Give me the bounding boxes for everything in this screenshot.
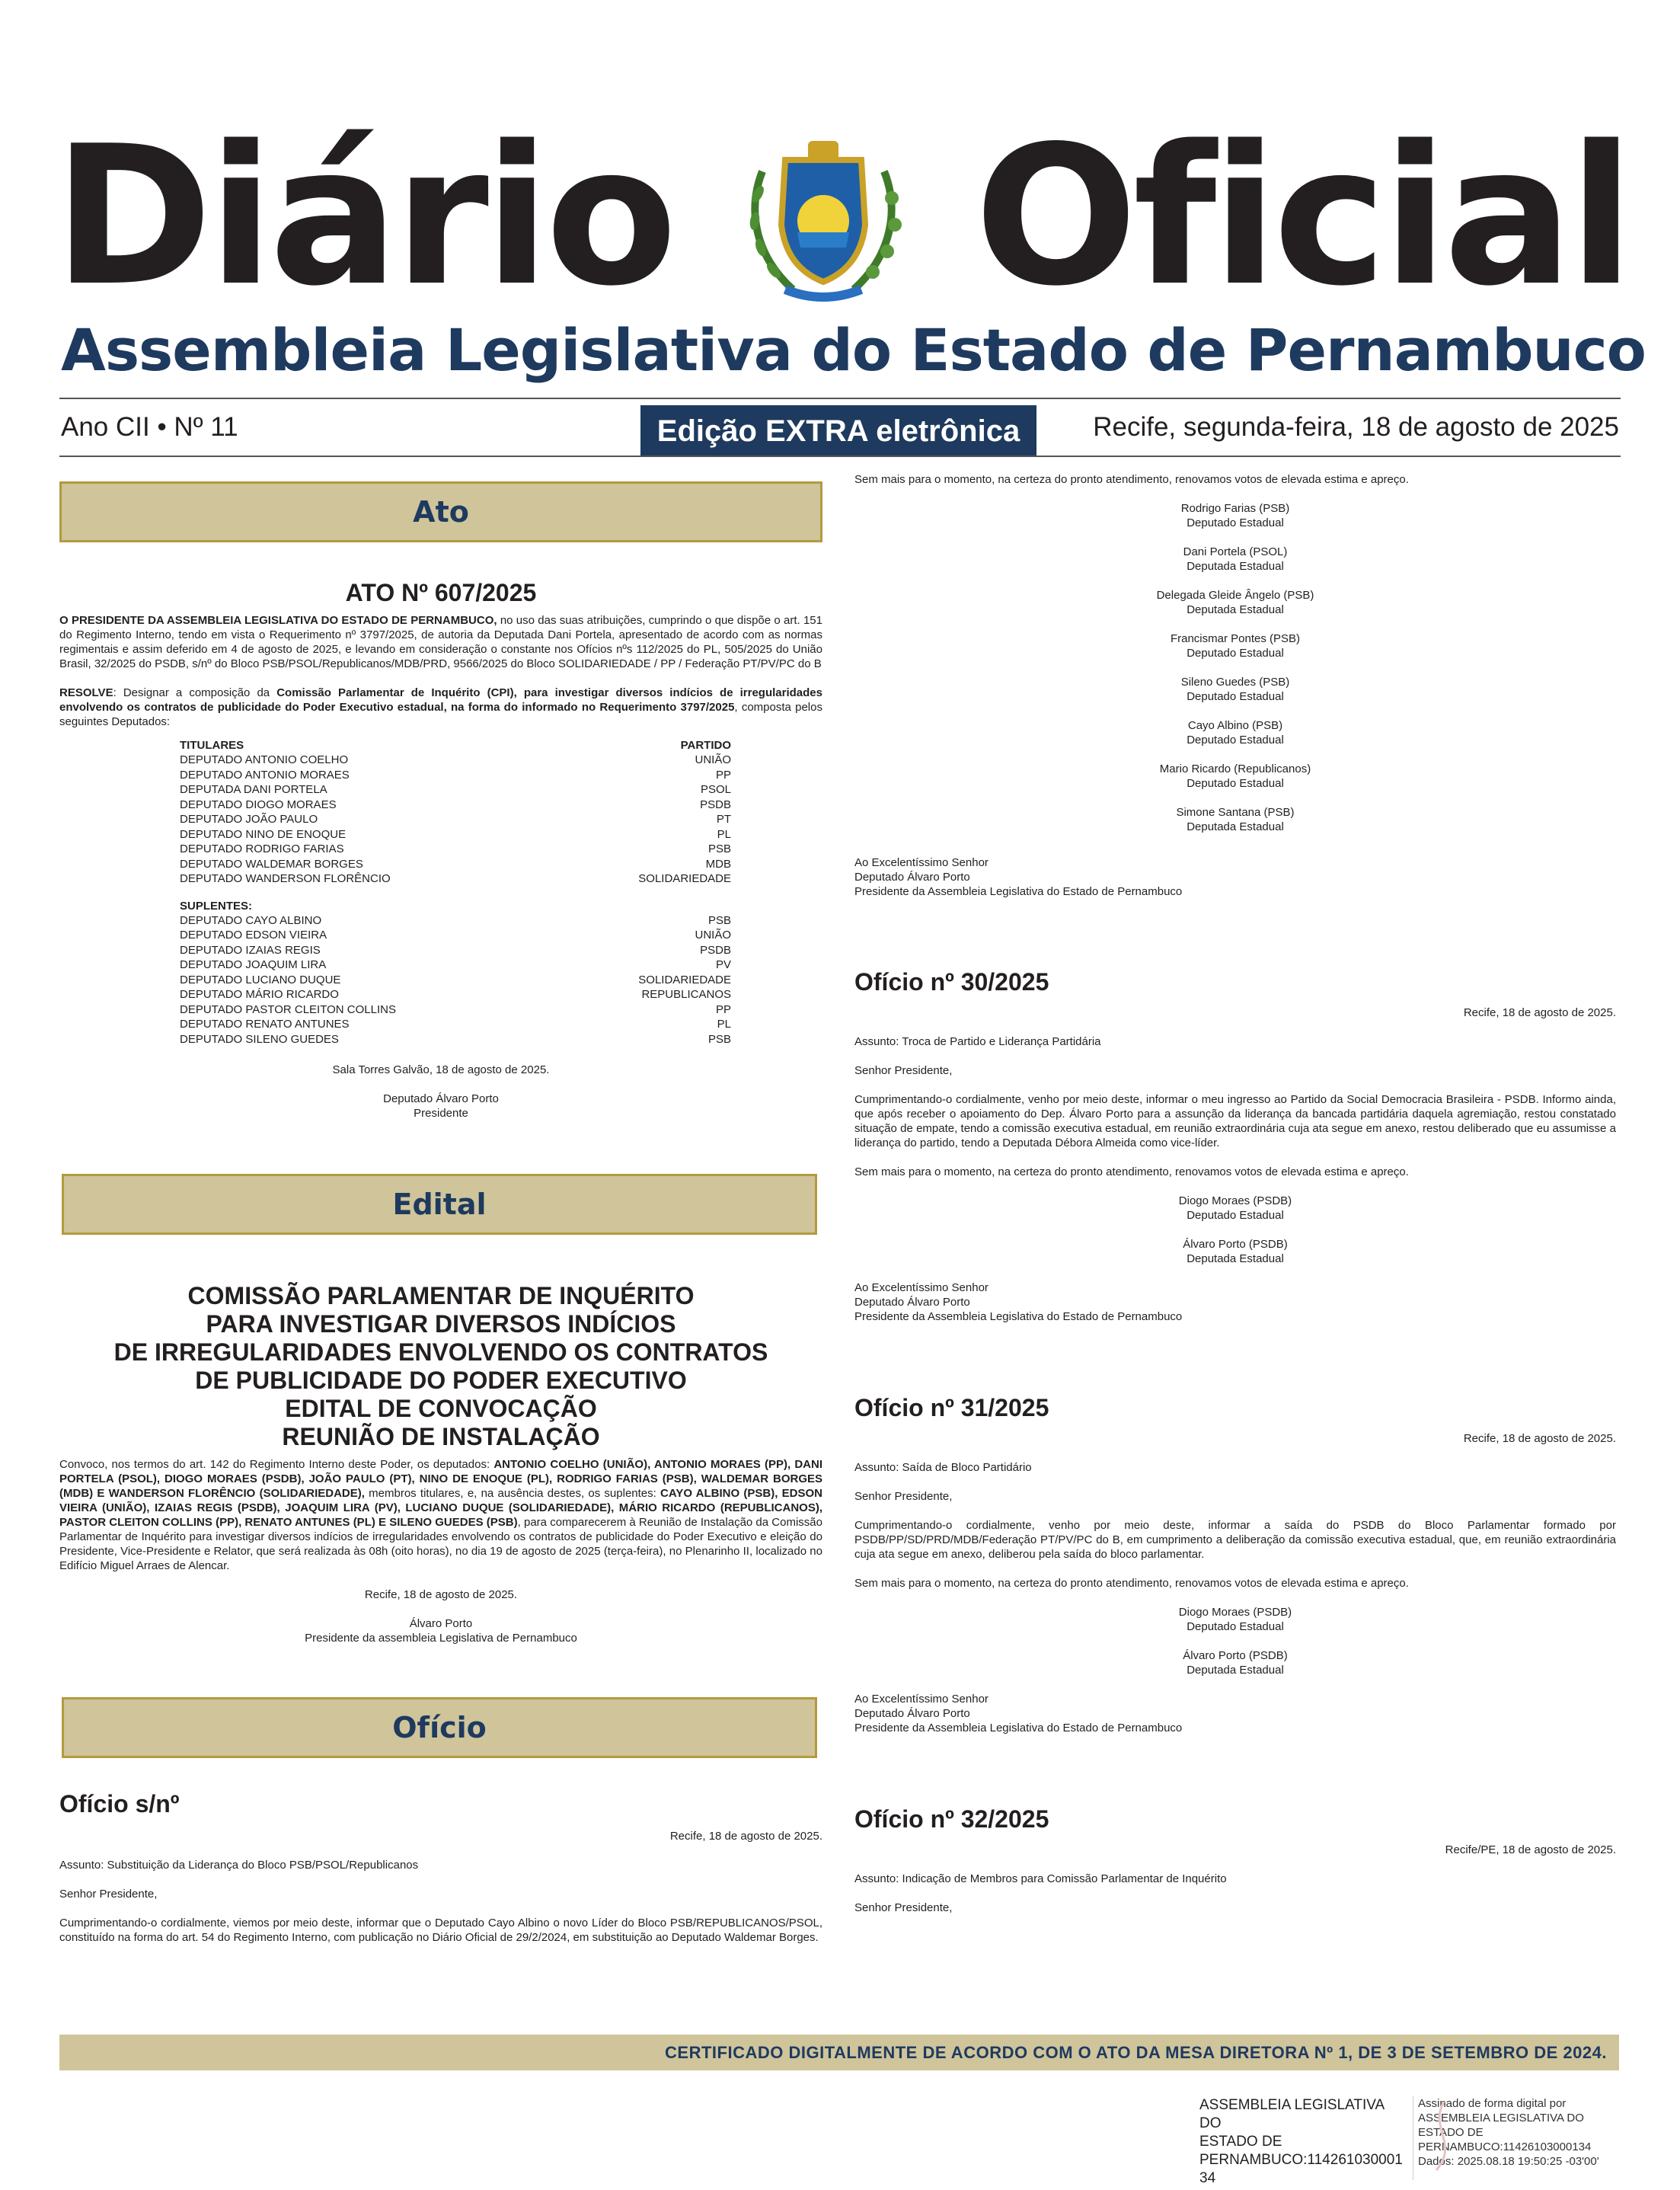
deputy-name: DEPUTADO ANTONIO MORAES [180,768,350,782]
edital-title-line: REUNIÃO DE INSTALAÇÃO [282,1423,600,1450]
act-resolve-label: RESOLVE [59,686,113,699]
oficio-30-title: Ofício nº 30/2025 [854,968,1049,996]
addressee-line: Presidente da Assembleia Legislativa do Estado de Pernambuco [854,1310,1183,1323]
edital-body-text-2: membros titulares, e, na ausência destes, os suplentes: [364,1487,661,1500]
signature-mark-icon [1421,2098,1467,2174]
deputy-row [180,782,731,798]
signature-entry [854,545,1616,574]
certificate-bar: CERTIFICADO DIGITALMENTE DE ACORDO COM O ATO DA MESA DIRETORA Nº 1, DE 3 DE SETEMBRO DE 2024. [59,2035,1619,2070]
signature-detail-line: ESTADO DE [1418,2126,1484,2139]
signature-detail-line: PERNAMBUCO:11426103000134 [1418,2140,1592,2153]
signature-role: Deputada Estadual [1187,1664,1284,1677]
deputy-party: PSB [707,842,731,855]
suplentes-label: SUPLENTES: [180,899,253,913]
deputy-party: PL [717,1018,731,1031]
signature-name: Mario Ricardo (Republicanos) [1159,763,1311,775]
deputy-name: DEPUTADO JOÃO PAULO [180,813,318,826]
addressee-line: Ao Excelentíssimo Senhor [854,1281,989,1294]
deputy-name: DEPUTADO SILENO GUEDES [180,1032,339,1046]
signature-role: Deputado Estadual [1187,734,1284,747]
signature-detail-line: Dados: 2025.08.18 19:50:25 -03'00' [1418,2155,1599,2168]
addressee-block [854,855,1616,899]
signature-entry [854,805,1616,834]
deputy-name: DEPUTADO CAYO ALBINO [180,913,322,927]
act-preamble-bold: O PRESIDENTE DA ASSEMBLEIA LEGISLATIVA DO ESTADO DE PERNAMBUCO, [59,614,497,627]
coat-of-arms-logo [732,126,915,309]
deputy-row [180,812,731,827]
addressee-line: Deputado Álvaro Porto [854,1707,970,1720]
deputy-party: PSDB [700,798,731,811]
act-resolve-text-1: : Designar a composição da [113,686,277,699]
deputy-name: DEPUTADO DIOGO MORAES [180,798,337,811]
deputy-party: SOLIDARIEDADE [638,973,731,986]
issue-number: Ano CII • Nº 11 [61,412,238,442]
signature-entry [854,718,1616,747]
signature-role: Deputado Estadual [1187,647,1284,660]
oficio-31-subject: Assunto: Saída de Bloco Partidário [854,1461,1032,1474]
deputy-row [180,798,731,813]
deputy-party: UNIÃO [695,753,731,766]
deputy-row [180,943,731,958]
deputy-party: PT [716,813,731,826]
oficio-31-closing: Sem mais para o momento, na certeza do pronto atendimento, renovamos votos de elevada estima e apreço. [854,1577,1409,1590]
deputy-row [180,958,731,973]
addressee-line: Deputado Álvaro Porto [854,1296,970,1309]
section-banner-ato: Ato [59,481,822,542]
deputy-party: PSB [707,1032,731,1046]
signature-role: Deputada Estadual [1187,603,1284,616]
edital-suplentes: CAYO ALBINO (PSB), EDSON VIEIRA (UNIÃO), IZAIAS REGIS (PSDB), JOAQUIM LIRA (PV), LUCIANO DUQUE (SOLIDARIEDADE), MÁRIO RICARDO (REPUBLICANOS), PASTOR CLEITON COLLINS (PP), RENATO ANTUNES (PL) E SILENO GUEDES (PSB) [59,1487,822,1529]
signature-entry [854,501,1616,530]
signature-entry [854,675,1616,704]
right-column [854,472,1616,1915]
oficio-31-signatures [854,1605,1616,1677]
signer-line: ASSEMBLEIA LEGISLATIVA DO [1199,2097,1385,2131]
deputy-row [180,1032,731,1047]
deputy-party: SOLIDARIEDADE [638,872,731,885]
signature-name: Simone Santana (PSB) [1176,806,1295,819]
deputy-party: MDB [705,857,731,871]
signature-name: Álvaro Porto (PSDB) [1183,1649,1288,1662]
oficio-30-closing: Sem mais para o momento, na certeza do pronto atendimento, renovamos votos de elevada estima e apreço. [854,1165,1409,1178]
oficio-30-date: Recife, 18 de agosto de 2025. [1463,1006,1616,1019]
edital-body [59,1457,822,1573]
deputy-party: UNIÃO [695,929,731,942]
deputy-row [180,913,731,929]
oficio-31-body: Cumprimentando-o cordialmente, venho por meio deste, informar a saída do PSDB do Bloco Parlamentar formado por PSDB/PP/SD/PRD/MDB/Federação PT/PV/PC do B, em cumprimento a deliberação da comissão executiva estadual, que, em reunião extraordinária cuja ata segue em anexo, deliberou pela saída do bloco parlamentar. [854,1519,1616,1561]
act-signer: Deputado Álvaro Porto [383,1092,499,1105]
signature-entry [854,631,1616,660]
addressee-line: Presidente da Assembleia Legislativa do Estado de Pernambuco [854,1722,1183,1734]
act-resolve [59,686,822,729]
deputy-party: PSDB [700,943,731,957]
oficio-31-addressee [854,1692,1616,1735]
oficio-30-greeting: Senhor Presidente, [854,1064,953,1077]
masthead-subtitle: Assembleia Legislativa do Estado de Pernambuco [61,316,1646,384]
oficio-32-subject: Assunto: Indicação de Membros para Comissão Parlamentar de Inquérito [854,1872,1227,1885]
addressee-line: Ao Excelentíssimo Senhor [854,856,989,869]
deputy-party: PL [717,827,731,841]
edital-titulares: ANTONIO COELHO (UNIÃO), ANTONIO MORAES (PP), DANI PORTELA (PSOL), DIOGO MORAES (PSDB), JOÃO PAULO (PT), NINO DE ENOQUE (PL), RODRIGO FARIAS (PSB), WALDEMAR BORGES (MDB) E WANDERSON FLORÊNCIO (SOLIDARIEDADE), [59,1458,823,1500]
deputies-list [180,738,731,1047]
oficio-sn-title: Ofício s/nº [59,1790,180,1818]
edital-title-line: COMISSÃO PARLAMENTAR DE INQUÉRITO [187,1282,695,1309]
signature-detail-line: ASSEMBLEIA LEGISLATIVA DO [1418,2112,1584,2124]
deputy-name: DEPUTADA DANI PORTELA [180,783,327,796]
deputy-row [180,827,731,842]
signature-name: Dani Portela (PSOL) [1183,545,1288,558]
deputy-name: DEPUTADO IZAIAS REGIS [180,943,321,957]
signature-list [854,501,1616,834]
issue-date: Recife, segunda-feira, 18 de agosto de 2025 [1093,412,1619,442]
deputy-row [180,753,731,768]
deputy-name: DEPUTADO PASTOR CLEITON COLLINS [180,1002,396,1016]
left-column [59,472,822,1945]
deputy-name: DEPUTADO WANDERSON FLORÊNCIO [180,872,391,885]
oficio-31-title: Ofício nº 31/2025 [854,1394,1049,1421]
oficio-30-subject: Assunto: Troca de Partido e Liderança Partidária [854,1035,1101,1048]
deputies-header [180,738,731,753]
deputy-party: PSB [707,913,731,927]
act-preamble-text: no uso das suas atribuições, cumprindo o que dispõe o art. 151 do Regimento Interno, tendo em vista o Requerimento nº 3797/2025, de autoria da Deputada Dani Portela, apresentado de acordo com as normas regimentais e assim deferido em 4 de agosto de 2025, e levando em consideração o constante nos Ofícios nºs 112/2025 do PL, 505/2025 do União Brasil, 32/2025 do PSDB, s/nº do Bloco PSB/PSOL/Republicanos/MDB/PRD, 9566/2025 do Bloco SOLIDARIEDADE / PP / Federação PT/PV/PC do B [59,614,822,670]
oficio-31-greeting: Senhor Presidente, [854,1490,953,1503]
oficio-sn-greeting: Senhor Presidente, [59,1888,158,1901]
oficio-32-title: Ofício nº 32/2025 [854,1805,1049,1833]
edital-body-text-3: , para comparecerem à Reunião de Instalação da Comissão Parlamentar de Inquérito para investigar diversos indícios de irregularidades envolvendo os contratos de publicidade do Poder Executivo e eleição do Presidente, Vice-Presidente e Relator, que será realizada às 08h (oito horas), no dia 19 de agosto de 2025 (terça-feira), no Plenarinho II, localizado no Edifício Miguel Arraes de Alencar. [59,1516,822,1572]
signature-name: Diogo Moraes (PSDB) [1178,1606,1292,1619]
deputy-name: DEPUTADO RENATO ANTUNES [180,1018,350,1031]
deputy-row [180,987,731,1002]
deputy-name: DEPUTADO NINO DE ENOQUE [180,827,347,841]
titulares-list [180,753,731,887]
deputy-row [180,768,731,783]
signature-name: Delegada Gleide Ângelo (PSB) [1156,589,1314,602]
suplentes-list [180,913,731,1047]
edital-title [59,1282,822,1451]
signer-line: 34 [1199,2170,1216,2186]
deputy-row [180,928,731,943]
signature-role: Deputada Estadual [1187,1252,1284,1265]
column-header-titulares: TITULARES [180,739,244,752]
edital-body-text-1: Convoco, nos termos do art. 142 do Regimento Interno deste Poder, os deputados: [59,1458,494,1471]
edital-title-line: DE IRREGULARIDADES ENVOLVENDO OS CONTRATOS [113,1338,768,1366]
column-header-partido: PARTIDO [680,739,731,752]
signer-line: PERNAMBUCO:114261030001 [1199,2152,1403,2168]
masthead-top-rule [59,398,1621,399]
oficio-sn-subject: Assunto: Substituição da Liderança do Bloco PSB/PSOL/Republicanos [59,1859,419,1872]
act-resolve-text-2: , composta pelos seguintes Deputados: [59,701,822,728]
signature-entry [854,762,1616,791]
signer-line: ESTADO DE [1199,2134,1282,2150]
oficio-32-greeting: Senhor Presidente, [854,1901,953,1914]
signature-name: Diogo Moraes (PSDB) [1178,1194,1292,1207]
addressee-line: Presidente da Assembleia Legislativa do Estado de Pernambuco [854,885,1183,898]
signature-detail-line: Assinado de forma digital por [1418,2097,1567,2110]
section-banner-edital: Edital [62,1174,817,1235]
closing-text: Sem mais para o momento, na certeza do pronto atendimento, renovamos votos de elevada estima e apreço. [854,473,1409,486]
oficio-30-addressee [854,1280,1616,1324]
deputy-party: PV [715,958,731,971]
act-signer-role: Presidente [414,1107,468,1120]
signature-role: Deputado Estadual [1187,1209,1284,1222]
oficio-sn-date: Recife, 18 de agosto de 2025. [669,1830,822,1843]
digital-signature-details [1413,2096,1618,2180]
deputy-row [180,973,731,988]
act-place-date: Sala Torres Galvão, 18 de agosto de 2025. [332,1063,550,1076]
edital-signer: Álvaro Porto [409,1617,473,1630]
deputy-party: PP [715,768,731,782]
signature-entry [854,588,1616,617]
deputy-name: DEPUTADO ANTONIO COELHO [180,753,349,766]
signature-role: Deputada Estadual [1187,560,1284,573]
addressee-line: Deputado Álvaro Porto [854,871,970,884]
signature-role: Deputado Estadual [1187,777,1284,790]
edital-title-line: EDITAL DE CONVOCAÇÃO [285,1395,597,1422]
section-banner-oficio: Ofício [62,1697,817,1758]
digital-signature-block [1199,2096,1626,2186]
oficio-32-date: Recife/PE, 18 de agosto de 2025. [1445,1843,1616,1856]
edital-place-date: Recife, 18 de agosto de 2025. [364,1588,518,1601]
signature-name: Cayo Albino (PSB) [1187,719,1283,732]
oficio-30-signatures [854,1194,1616,1266]
deputy-party: PP [715,1002,731,1016]
deputy-name: DEPUTADO MÁRIO RICARDO [180,988,339,1001]
deputy-name: DEPUTADO LUCIANO DUQUE [180,973,341,986]
deputy-name: DEPUTADO JOAQUIM LIRA [180,958,327,971]
signature-role: Deputado Estadual [1187,690,1284,703]
signature-role: Deputado Estadual [1187,1620,1284,1633]
masthead-bottom-rule [59,456,1621,457]
signature-name: Francismar Pontes (PSB) [1170,632,1301,645]
act-preamble [59,613,822,671]
masthead-title [53,105,1630,328]
oficio-30-body: Cumprimentando-o cordialmente, venho por meio deste, informar o meu ingresso ao Partido da Social Democracia Brasileira - PSDB. Informo ainda, que após receber o apoiamento do Dep. Álvaro Porto para a assunção da liderança da bancada partidária daquela agremiação, restou constatado situação de empate, tendo a comissão executiva estadual, em reunião extraordinária cuja ata segue em anexo, restou deliberado que eu assumisse a liderança do partido, tendo a Deputada Débora Almeida como vice-líder. [854,1093,1616,1149]
signature-name: Rodrigo Farias (PSB) [1180,502,1290,515]
deputy-row [180,857,731,872]
signature-role: Deputada Estadual [1187,820,1284,833]
deputy-row [180,1017,731,1032]
addressee-line: Ao Excelentíssimo Senhor [854,1693,989,1706]
oficio-31-date: Recife, 18 de agosto de 2025. [1463,1432,1616,1445]
deputy-row [180,1002,731,1018]
deputy-name: DEPUTADO RODRIGO FARIAS [180,842,344,855]
act-resolve-commission: Comissão Parlamentar de Inquérito (CPI), para investigar diversos indícios de irregularidades envolvendo os contratos de publicidade do Poder Executivo estadual, na forma do informado no Requerimento 3797/2025 [59,686,822,714]
deputy-party: PSOL [700,783,731,796]
deputy-name: DEPUTADO WALDEMAR BORGES [180,857,363,871]
masthead-word-diario: Diário [53,105,673,328]
deputy-row [180,842,731,857]
edital-signer-role: Presidente da assembleia Legislativa de Pernambuco [305,1632,577,1645]
masthead-word-oficial: Oficial [974,105,1630,328]
signature-name: Álvaro Porto (PSDB) [1183,1238,1288,1251]
signature-name: Sileno Guedes (PSB) [1180,676,1290,689]
edital-title-line: PARA INVESTIGAR DIVERSOS INDÍCIOS [206,1310,676,1338]
deputy-party: REPUBLICANOS [641,988,731,1001]
edital-title-line: DE PUBLICIDADE DO PODER EXECUTIVO [195,1367,687,1394]
edition-badge: Edição EXTRA eletrônica [640,405,1036,457]
signature-role: Deputado Estadual [1187,516,1284,529]
digital-signature-signer [1199,2096,1405,2186]
deputy-name: DEPUTADO EDSON VIEIRA [180,929,327,942]
oficio-sn-body: Cumprimentando-o cordialmente, viemos por meio deste, informar que o Deputado Cayo Albino o novo Líder do Bloco PSB/REPUBLICANOS/PSOL, constituído na forma do art. 54 do Regimento Interno, com publicação no Diário Oficial de 29/2/2024, em substituição ao Deputado Waldemar Borges. [59,1917,822,1944]
act-title: ATO Nº 607/2025 [345,579,537,606]
deputy-row [180,871,731,887]
